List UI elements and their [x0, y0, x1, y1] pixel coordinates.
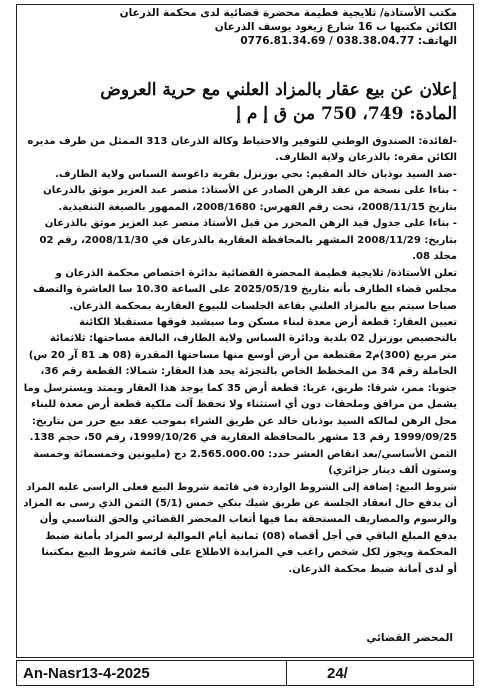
body-line: جنوبا: ممر، شرقا: طريق، غربا: قطعة أرض 35 كما يوجد هذا العقار ويمتد ويسترسل وما: [23, 382, 457, 394]
body-line: مجلد 08.: [412, 251, 457, 263]
body-line: 1999/09/25 رقم 13 مشهر بالمحافظة العقارية في 1999/10/26، رقم 50، حجم 138.: [29, 432, 457, 444]
body-line: أن يدفع حال انعقاد الجلسة عن طريق شيك بنكي خمس (5/1) الثمن الذي رسى به المزاد: [23, 497, 457, 509]
header-address: الكائن مكتبها ب 16 شارع زيغود يوسف الذرعان: [214, 21, 457, 33]
body-line: -ضد السيد بوذبان خالد المقيم: بحي بوزنزل بقرية داغوسة السباس ولاية الطارف.: [55, 168, 457, 180]
footer-page-number: 24/: [327, 664, 348, 682]
announcement-title: إعلان عن بيع عقار بالمزاد العلني مع حرية العروض: [100, 80, 457, 100]
body-line: - بناءا على جدول قيد الرهن المحرر من قبل الأستاذ منصر عبد العزيز موثق بالذرعان: [44, 218, 457, 230]
body-line: تعلن الأستاذة/ ثلايجية فطيمة المحضرة القضائية بدائرة اختصاص محكمة الذرعان و: [55, 267, 457, 279]
body-line: يدفع المبلغ الباقي في أجل أقصاه (08) ثمانية أيام الموالية لرسو المزاد بأمانة ضبط: [45, 530, 457, 542]
body-line: الثمن الأساسي/بعد انقاص العشر حدد: 2.565.000.00 دج (مليونين وخمسمائة وخمسة: [33, 448, 457, 460]
body-line: شروط البيع: إضافة إلى الشروط الواردة في قائمة شروط البيع فعلى الراسي عليه المزاد: [26, 481, 457, 493]
body-line: بالتحصيص بوزنزل 02 بلدية ودائرة السباس ولاية الطارف، البالغة مساحتها: ثلاثمائة: [49, 333, 457, 345]
body-line: -لفائدة: الصندوق الوطني للتوفير والاحتياط وكالة الذرعان 313 الممثل من طرف مديره: [27, 136, 457, 147]
signature-bailiff: المحضر القضائي: [366, 632, 453, 644]
body-line: وستون ألف دينار جزائري): [328, 465, 457, 477]
body-line: الحاملة رقم 34 من المخطط الخاص بالتجزئة يحد هذا العقار: شمالا: القطعة رقم 36،: [40, 366, 457, 378]
announcement-legal-articles: المادة: 749، 750 من ق إ م إ: [236, 104, 457, 124]
body-line: متر مربع (300)م2 مقتطعة من أرض أوسع منها مساحتها المقدرة (08 هـ 81 آر 20 س): [28, 349, 457, 361]
body-line: الكائن مقره: بالذرعان ولاية الطارف.: [275, 152, 457, 164]
body-line: المحكمة ويجوز لكل شخص راغب في المزايدة الاطلاع على قائمة شروط البيع بمكتبنا: [41, 547, 457, 559]
body-line: أو لدى أمانة ضبط محكمة الذرعان.: [288, 563, 457, 575]
body-line: والرسوم والمصاريف المستحقة بما فيها أتعاب المحضر القضائي والحق التناسبي وأن: [39, 514, 457, 526]
body-line: محل الرهن لمالكه السيد بوذبان خالد عن طريق الشراء بموجب عقد بيع حرر من بتاريخ:: [31, 415, 457, 427]
body-line: يشمل من مرافق وملحقات دون أي استثناء ولا تحفظ آلت ملكية قطعة أرض معدة للبناء: [31, 399, 457, 411]
announcement-body: [17, 134, 457, 578]
header-office-name: مكتب الأستاذة/ ثلايجية فطيمة محضرة قضائية لدى محكمة الذرعان: [119, 7, 457, 19]
body-line: - بناءا على نسخة من عقد الرهن الصادر عن الأستاذ: منصر عبد العزيز موثق بالذرعان: [43, 185, 457, 197]
body-line: تعيين العقار: قطعة أرض معدة لبناء مسكن وما سيشيد فوقها مستقبلا الكائنة: [79, 316, 457, 328]
header-phone: الهاتف: 038.38.04.77 / 0776.81.34.69: [240, 35, 457, 47]
page-footer: [16, 660, 474, 686]
body-line: بتاريخ: 2008/11/29 المشهر بالمحافظة العقارية بالذرعان في 2008/11/30، رقم 02: [39, 234, 457, 246]
footer-issue-date: An-Nasr13-4-2025: [17, 661, 287, 685]
bailiff-office-header: [17, 6, 457, 48]
body-line: مجلس قضاء الطارف بأنه بتاريخ 2025/05/19 على الساعة 10.30 سا العاشرة والنصف: [33, 284, 457, 296]
body-line: بتاريخ 2008/11/15، تحت رقم الفهرس: 2008/1680، الممهور بالصيغة التنفيذية.: [58, 201, 457, 213]
body-line: صباحا سيتم بيع بالمزاد العلني بقاعة الجلسات للبيوع العقارية بمحكمة الذرعان.: [69, 300, 457, 312]
